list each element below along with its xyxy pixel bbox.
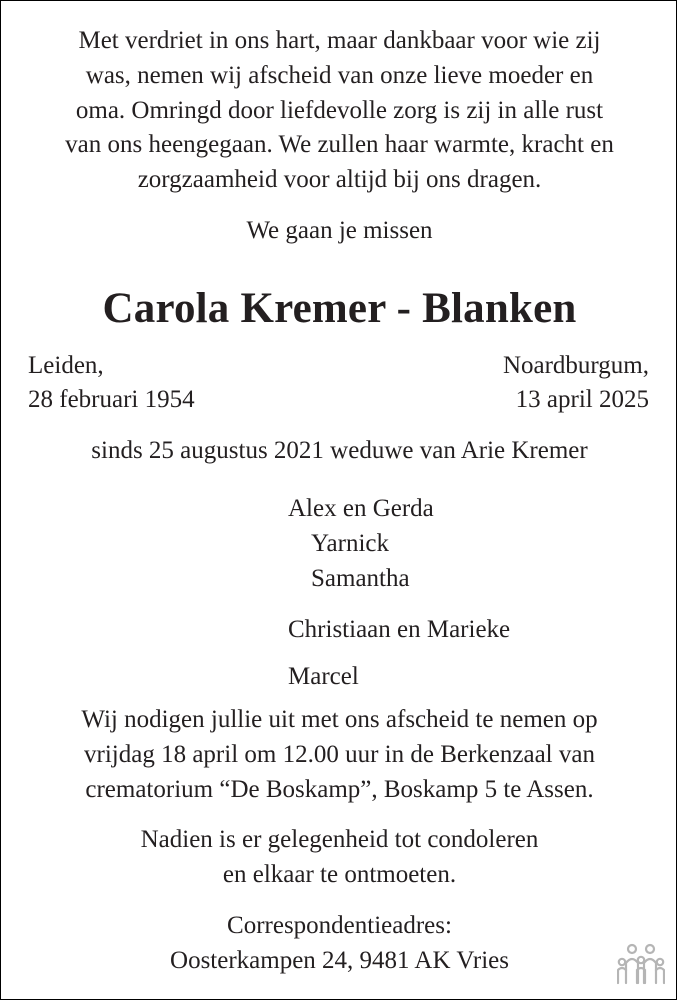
deceased-name: Carola Kremer - Blanken [102, 285, 577, 332]
tagline: We gaan je missen [246, 217, 433, 244]
family-group-1-child-1: Yarnick [311, 530, 390, 557]
intro-line-5: zorgzaamheid voor altijd bij ons dragen. [137, 166, 542, 193]
widow-line: sinds 25 augustus 2021 weduwe van Arie Kremer [91, 437, 588, 464]
correspondence-address: Oosterkampen 24, 9481 AK Vries [170, 947, 509, 974]
birth-date: 28 februari 1954 [28, 386, 195, 413]
intro-line-2: was, nemen wij afscheid van onze lieve moeder en [85, 62, 594, 89]
birth-place: Leiden, [28, 352, 104, 379]
intro-line-1: Met verdriet in ons hart, maar dankbaar voor wie zij [78, 27, 601, 54]
family-people-icon [617, 943, 665, 987]
condolence-line-2: en elkaar te ontmoeten. [222, 861, 457, 888]
ceremony-line-1: Wij nodigen jullie uit met ons afscheid te nemen op [81, 706, 598, 733]
death-date: 13 april 2025 [515, 386, 649, 413]
ceremony-line-3: crematorium “De Boskamp”, Boskamp 5 te Assen. [85, 776, 594, 803]
family-group-1: Alex en Gerda [288, 495, 434, 522]
condolence-line-1: Nadien is er gelegenheid tot condoleren [140, 826, 539, 853]
family-group-2: Christiaan en Marieke [288, 616, 511, 643]
intro-line-4: van ons heengegaan. We zullen haar warmte, kracht en [65, 131, 614, 158]
correspondence-label: Correspondentieadres: [227, 912, 452, 939]
death-place: Noardburgum, [502, 352, 649, 379]
family-group-1-child-2: Samantha [311, 565, 410, 592]
ceremony-line-2: vrijdag 18 april om 12.00 uur in de Berkenzaal van [84, 741, 595, 768]
family-group-3: Marcel [288, 663, 359, 690]
intro-line-3: oma. Omringd door liefdevolle zorg is zij in alle rust [75, 97, 604, 124]
